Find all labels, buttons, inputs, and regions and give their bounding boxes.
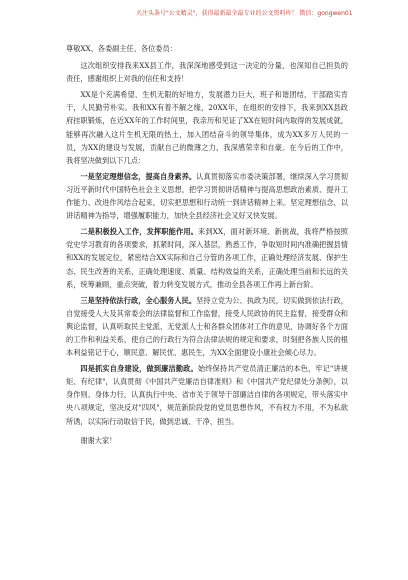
speech-document bbox=[66, 42, 348, 450]
commitment-1-body: 认真贯彻落实市委决策部署，继续深入学习贯彻习近平新时代中国特色社会主义思想，把学习贯彻讲话精神与提高思想政治素质、提升工作能力、改进作风结合起来，切实把思想和行动统一到讲话精神上来。坚定理想信念，以讲话精神为指导，增强履职能力，加快全县经济社会又好又快发展。 bbox=[66, 171, 348, 221]
commitment-1-lead: 一是坚定理想信念，提高自身素养。 bbox=[80, 171, 197, 181]
intro-paragraph: 这次组织安排我来XX县工作，我深深地感受到这一决定的分量，也深知自己担负的责任，感谢组织上对我的信任和支持！ bbox=[66, 61, 348, 84]
salutation: 尊敬XX、各委副主任、各位委员： bbox=[66, 44, 177, 53]
commitment-2-body: 来到XX，面对新环境、新挑战，我将严格按照党史学习教育的各项要求，抓紧时间，深入基层，熟悉工作，争取短时间内准确把握县情和XX的发展定位，紧密结合XX实际和自己分管的各项工作，正确处理经济发展、保护生态、民生改善的关系，正确处理速度、质量、结构效益的关系，正确处理当前和长远的关系，统筹兼顾，重点突破，着力转变发展方式，推动全县各项工作再上新台阶。 bbox=[66, 227, 348, 289]
closing-thanks: 谢谢大家！ bbox=[80, 435, 117, 445]
commitment-2 bbox=[66, 225, 348, 290]
commitment-2-lead: 二是积极投入工作，发挥职能作用。 bbox=[80, 227, 199, 237]
commitment-3-body: 坚持立党为公、执政为民，切实做到依法行政，自觉接受人大及其常委会的法律监督和工作监督，接受人民政协的民主监督，接受群众和舆论监督，认真听取民主党派、无党派人士和各群众团体对工作的意见，协调好各个方面的工作和利益关系，使自己的行政行为符合法律法规的规定和要求，时刻把各族人民的根本利益铭记于心，顺民意、解民忧、惠民生，为XX全面建设小康社会倾心尽力。 bbox=[66, 295, 348, 358]
commitment-4-body: 始终保持共产党员清正廉洁的本色，牢记"讲规矩、有纪律"，认真贯彻《中国共产党廉洁自律准则》和《中国共产党纪律处分条例》，以身作则、身体力行，认真执行中央、省市关于领导干部廉洁自律的各项规定，带头落实中央八项规定，坚决反对"四风"，规范新阶段党的党员思想作风，不有权力不用，不为私欲所诱，以实际行动取信于民，做到忠诚、干净、担当。 bbox=[66, 364, 348, 426]
background-paragraph: XX是个充满希望、生机无限的好地方，发展潜力巨大，班子和谐团结，干部踏实肯干，人民勤劳朴实。我和XX有着不解之缘，20XX年，在组织的安排下，我来到XX县政府挂职锻炼，在近XX年的工作时间里，我亲历和见证了XX在短时间内取得的发展成就，能够再次融入这片生机无限的热土，加入团结奋斗的领导集体，成为XX多万人民的一员，为XX的建设与发展，贡献自己的微薄之力，我深感荣幸和自豪。在今后的工作中，我将坚决做到以下几点： bbox=[66, 90, 348, 165]
commitment-4 bbox=[66, 362, 348, 427]
commitment-1 bbox=[66, 170, 348, 222]
commitment-3-lead: 三是坚持依法行政，全心服务人民。 bbox=[80, 295, 197, 305]
commitment-4-lead: 四是抓实自身建设，做到廉洁勤政。 bbox=[80, 364, 198, 374]
promo-banner[interactable]: 关注头条号"公文精灵"，获得最新最全最专业的公文资料库！ 微信：gongwen01 bbox=[136, 10, 353, 17]
commitment-3 bbox=[66, 294, 348, 359]
